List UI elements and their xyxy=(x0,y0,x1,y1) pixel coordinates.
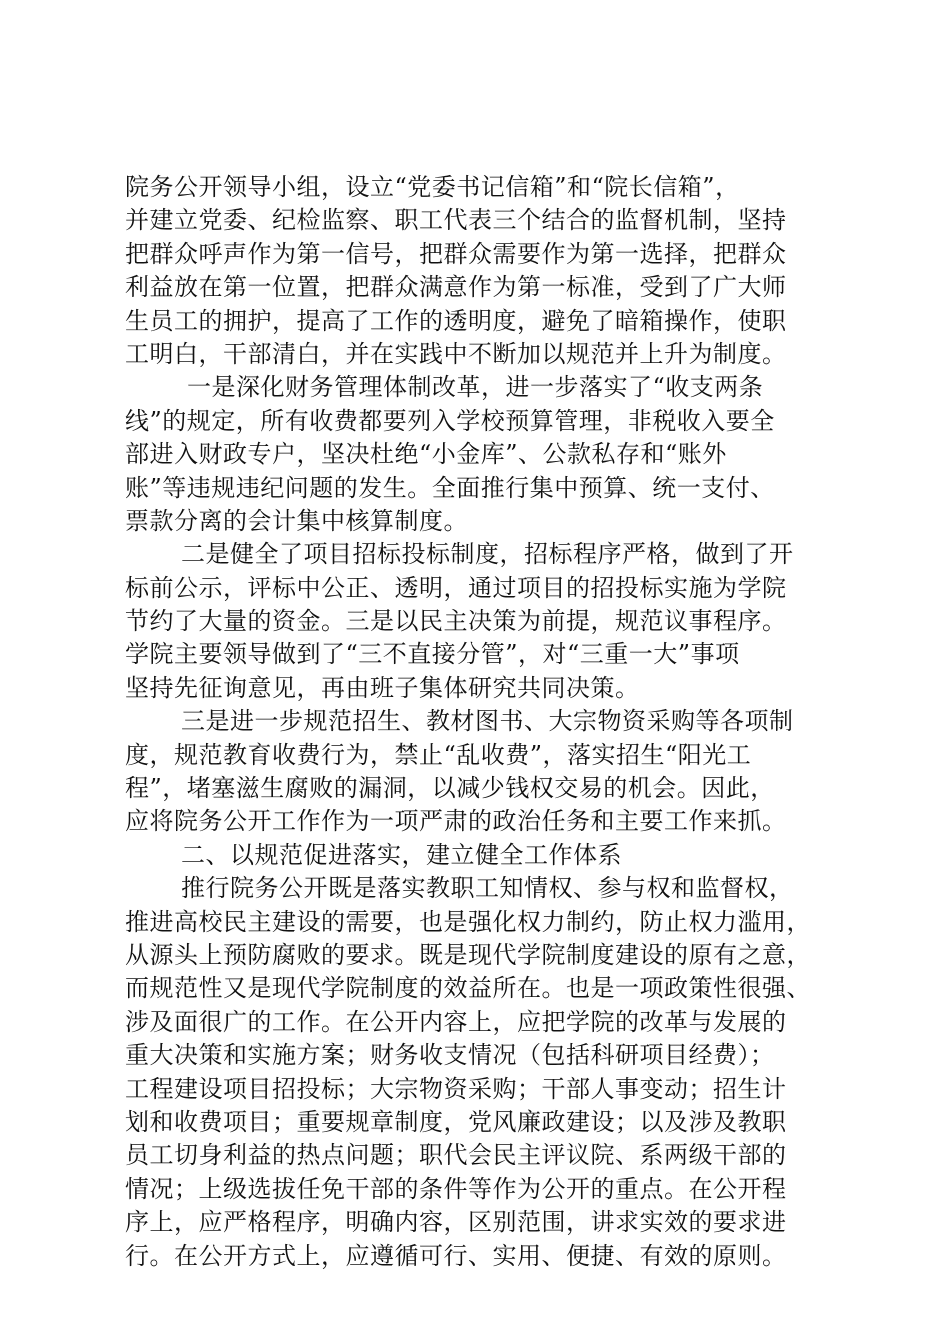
section-heading: 二、以规范促进落实，建立健全工作体系 xyxy=(181,840,622,869)
text-line: 划和收费项目；重要规章制度，党风廉政建设；以及涉及教职 xyxy=(125,1107,787,1136)
text-line: 院务公开领导小组，设立“党委书记信箱”和“院长信箱”， xyxy=(125,173,740,201)
text-line: 而规范性又是现代学院制度的效益所在。也是一项政策性很强、 xyxy=(125,974,811,1003)
text-line: 程”，堵塞滋生腐败的漏洞，以减少钱权交易的机会。因此， xyxy=(125,774,775,803)
text-line: 工程建设项目招投标；大宗物资采购；干部人事变动；招生计 xyxy=(125,1074,787,1103)
text-line: 涉及面很广的工作。在公开内容上，应把学院的改革与发展的 xyxy=(125,1007,787,1036)
paragraph-first-line: 一是深化财务管理体制改革，进一步落实了“收支两条 xyxy=(187,373,764,402)
text-line: 并建立党委、纪检监察、职工代表三个结合的监督机制，坚持 xyxy=(125,206,787,235)
paragraph-first-line: 三是进一步规范招生、教材图书、大宗物资采购等各项制 xyxy=(181,707,794,736)
text-line: 标前公示，评标中公正、透明，通过项目的招投标实施为学院 xyxy=(125,573,787,602)
text-line: 情况；上级选拔任免干部的条件等作为公开的重点。在公开程 xyxy=(125,1174,787,1203)
text-line: 节约了大量的资金。三是以民主决策为前提，规范议事程序。 xyxy=(125,607,787,636)
paragraph-first-line: 二是健全了项目招标投标制度，招标程序严格，做到了开 xyxy=(181,540,794,569)
text-line: 生员工的拥护，提高了工作的透明度，避免了暗箱操作，使职 xyxy=(125,306,787,335)
text-line: 利益放在第一位置，把群众满意作为第一标准，受到了广大师 xyxy=(125,273,787,302)
paragraph-first-line: 推行院务公开既是落实教职工知情权、参与权和监督权， xyxy=(181,874,794,903)
text-line: 序上，应严格程序，明确内容，区别范围，讲求实效的要求进 xyxy=(125,1208,787,1237)
text-line: 行。在公开方式上，应遵循可行、实用、便捷、有效的原则。 xyxy=(125,1241,787,1270)
text-line: 把群众呼声作为第一信号，把群众需要作为第一选择，把群众 xyxy=(125,239,787,268)
text-line: 坚持先征询意见，再由班子集体研究共同决策。 xyxy=(125,673,640,702)
text-line: 账”等违规违纪问题的发生。全面推行集中预算、统一支付、 xyxy=(125,473,775,502)
text-line: 部进入财政专户，坚决杜绝“小金库”、公款私存和“账外 xyxy=(125,440,727,469)
text-line: 推进高校民主建设的需要，也是强化权力制约，防止权力滥用， xyxy=(125,907,811,936)
text-line: 线”的规定，所有收费都要列入学校预算管理，非税收入要全 xyxy=(125,406,775,435)
text-line: 学院主要领导做到了“三不直接分管”，对“三重一大”事项 xyxy=(125,640,740,669)
text-line: 从源头上预防腐败的要求。既是现代学院制度建设的原有之意， xyxy=(125,940,811,969)
text-line: 工明白，干部清白，并在实践中不断加以规范并上升为制度。 xyxy=(125,339,787,368)
text-line: 度，规范教育收费行为，禁止“乱收费”，落实招生“阳光工 xyxy=(125,740,752,769)
text-line: 应将院务公开工作作为一项严肃的政治任务和主要工作来抓。 xyxy=(125,807,787,836)
text-line: 票款分离的会计集中核算制度。 xyxy=(125,506,468,535)
text-line: 重大决策和实施方案；财务收支情况（包括科研项目经费）； xyxy=(125,1041,775,1070)
text-line: 员工切身利益的热点问题；职代会民主评议院、系两级干部的 xyxy=(125,1141,787,1170)
body-text xyxy=(125,171,845,1273)
